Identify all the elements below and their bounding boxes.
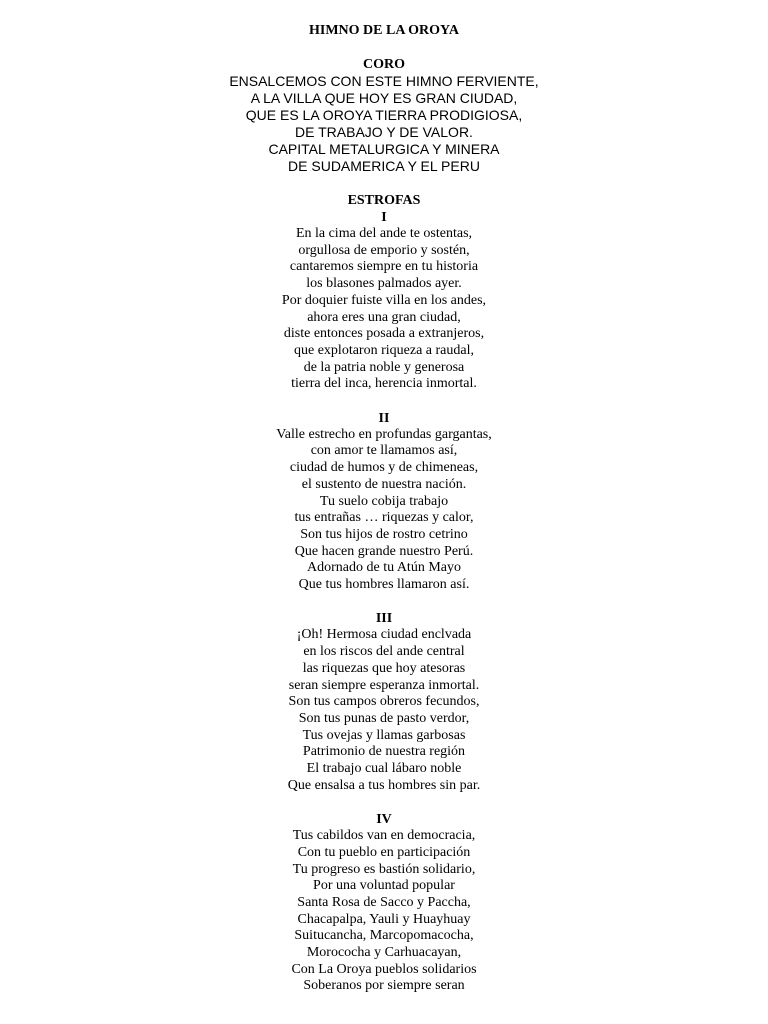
verse-line: Tus ovejas y llamas garbosas [302, 727, 466, 743]
coro-section [0, 56, 768, 175]
verse-line: tierra del inca, herencia inmortal. [291, 376, 477, 392]
verse-line: Son tus campos obreros fecundos, [288, 694, 480, 710]
verse-line: Son tus hijos de rostro cetrino [300, 526, 468, 542]
verse-line: Son tus punas de pasto verdor, [298, 710, 470, 726]
verse-line: diste entonces posada a extranjeros, [283, 326, 485, 342]
verse-line: Tu progreso es bastión solidario, [292, 861, 476, 877]
verse-line: cantaremos siempre en tu historia [289, 259, 479, 275]
coro-line: CAPITAL METALURGICA Y MINERA [268, 141, 500, 157]
verse-line: Suitucancha, Marcopomacocha, [294, 928, 474, 944]
coro-line: A LA VILLA QUE HOY ES GRAN CIUDAD, [250, 90, 518, 106]
verse-line: Morococha y Carhuacayan, [306, 945, 462, 961]
stanza-number: III [375, 611, 393, 627]
document-page [0, 22, 768, 1012]
verse-line: Soberanos por siempre seran [303, 978, 465, 994]
verse-line: Con La Oroya pueblos solidarios [291, 961, 477, 977]
stanza-1 [0, 209, 768, 393]
coro-heading: CORO [363, 57, 405, 72]
verse-line: Por doquier fuiste villa en los andes, [281, 292, 487, 308]
coro-line: DE TRABAJO Y DE VALOR. [295, 124, 473, 140]
verse-line: Valle estrecho en profundas gargantas, [276, 426, 492, 442]
verse-line: tus entrañas … riquezas y calor, [294, 510, 474, 526]
verse-line: Tus cabildos van en democracia, [292, 828, 476, 844]
verse-line: que explotaron riqueza a raudal, [294, 342, 474, 358]
stanza-2 [0, 410, 768, 594]
verse-line: con amor te llamamos así, [310, 443, 458, 459]
verse-line: ciudad de humos y de chimeneas, [289, 460, 479, 476]
verse-line: ahora eres una gran ciudad, [307, 309, 461, 325]
stanza-number: IV [376, 812, 392, 828]
verse-line: orgullosa de emporio y sostén, [298, 242, 470, 258]
verse-line: de la patria noble y generosa [303, 359, 465, 375]
verse-line: Que tus hombres llamaron así. [298, 577, 470, 593]
coro-line: ENSALCEMOS CON ESTE HIMNO FERVIENTE, [229, 73, 539, 89]
stanza-3 [0, 610, 768, 794]
stanza-number: II [378, 410, 390, 426]
verse-line: seran siempre esperanza inmortal. [288, 677, 480, 693]
verse-line: Santa Rosa de Sacco y Paccha, [297, 894, 471, 910]
verse-line: las riquezas que hoy atesoras [302, 660, 466, 676]
stanza-number: I [381, 210, 387, 225]
verse-line: el sustento de nuestra nación. [301, 476, 467, 492]
verse-line: Con tu pueblo en participación [297, 844, 471, 860]
coro-line: DE SUDAMERICA Y EL PERU [288, 158, 480, 174]
estrofas-section [0, 192, 768, 995]
verse-line: Chacapalpa, Yauli y Huayhuay [297, 911, 471, 927]
verse-line: Por una voluntad popular [313, 878, 455, 894]
verse-line: Que hacen grande nuestro Perú. [294, 543, 474, 559]
verse-line: El trabajo cual lábaro noble [306, 761, 462, 777]
verse-line: Tu suelo cobija trabajo [319, 493, 449, 509]
verse-line: Patrimonio de nuestra región [302, 744, 466, 760]
coro-line: QUE ES LA OROYA TIERRA PRODIGIOSA, [245, 107, 523, 123]
verse-line: los blasones palmados ayer. [306, 276, 462, 292]
verse-line: En la cima del ande te ostentas, [295, 226, 473, 241]
verse-line: Adornado de tu Atún Mayo [307, 560, 461, 576]
estrofas-heading: ESTROFAS [347, 193, 421, 208]
stanza-4 [0, 811, 768, 995]
document-title: HIMNO DE LA OROYA [308, 23, 459, 38]
verse-line: Que ensalsa a tus hombres sin par. [287, 777, 481, 793]
verse-line: en los riscos del ande central [303, 644, 465, 660]
verse-line: ¡Oh! Hermosa ciudad enclvada [296, 627, 472, 643]
